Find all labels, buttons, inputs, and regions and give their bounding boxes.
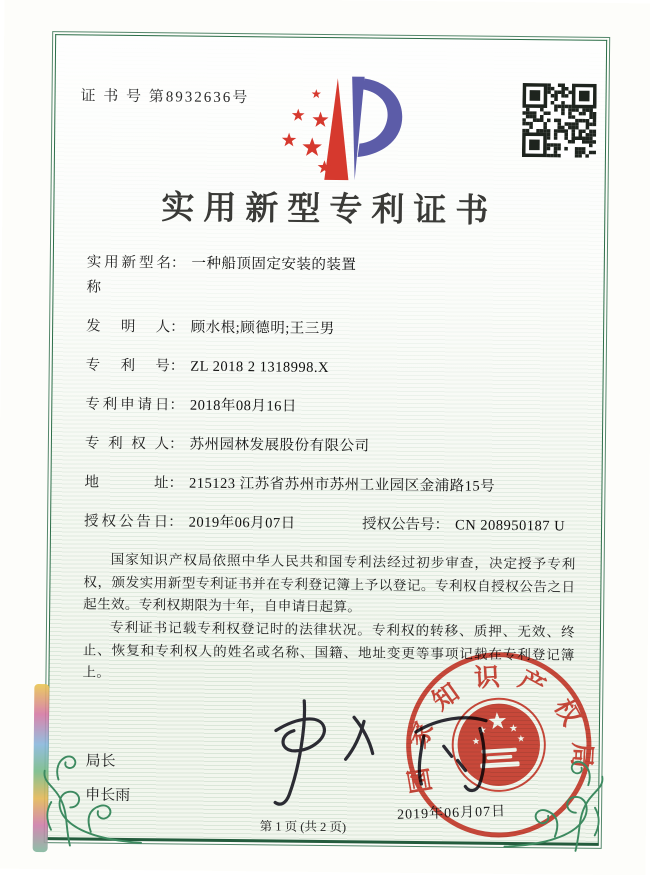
certificate-title: 实用新型专利证书 bbox=[51, 180, 607, 233]
field-value: ZL 2018 2 1318998.X bbox=[190, 355, 329, 381]
field-colon: ： bbox=[170, 315, 185, 340]
field-row bbox=[85, 431, 577, 461]
cnipa-logo-icon bbox=[270, 70, 407, 187]
field-label: 地址 bbox=[84, 470, 168, 496]
field-colon: ： bbox=[171, 251, 186, 276]
field-label: 专利权人 bbox=[85, 431, 169, 457]
legal-paragraph: 专利证书记载专利权登记时的法律状况。专利权的转移、质押、无效、终止、恢复和专利权人的姓名或名称、国籍、地址变更等事项记载在专利登记簿上。 bbox=[82, 616, 575, 689]
field-row bbox=[86, 250, 578, 305]
field-colon: ： bbox=[168, 510, 183, 535]
qr-code bbox=[522, 83, 597, 158]
field-row bbox=[86, 353, 578, 383]
field-row bbox=[84, 470, 576, 500]
corner-flourish-icon bbox=[503, 731, 608, 856]
field-label: 授权公告号 bbox=[362, 512, 435, 538]
page-number: 第 1 页 (共 2 页) bbox=[45, 814, 561, 837]
decorative-frame bbox=[44, 31, 610, 849]
field-colon: ： bbox=[169, 432, 184, 457]
seal-text: 国家知识产权局 bbox=[396, 657, 600, 796]
field-label: 专利号 bbox=[86, 353, 170, 379]
field-value: 苏州园林发展股份有限公司 bbox=[189, 433, 369, 460]
field-label: 实用新型名称 bbox=[86, 250, 171, 301]
field-value: 2019年06月07日 bbox=[189, 511, 296, 537]
field-label: 专利申请日 bbox=[85, 392, 169, 418]
director-title: 局长 bbox=[85, 745, 130, 779]
director-name: 申长雨 bbox=[85, 779, 130, 813]
field-colon: ： bbox=[168, 471, 183, 496]
corner-flourish-icon bbox=[39, 726, 144, 851]
seal-date: 2019年06月07日 bbox=[397, 798, 588, 824]
certificate-body bbox=[82, 250, 579, 689]
field-value: 215123 江苏省苏州市苏州工业园区金浦路15号 bbox=[189, 472, 495, 500]
field-label: 授权公告日 bbox=[84, 509, 168, 535]
certificate-number: 证 书 号 第8932636号 bbox=[80, 84, 249, 107]
legal-paragraph: 国家知识产权局依照中华人民共和国专利法经过初步审查，决定授予专利权，颁发实用新型专利证书并在专利登记簿上予以登记。专利权自授权公告之日起生效。专利权期限为十年，自申请日起算。 bbox=[83, 548, 576, 621]
field-row bbox=[85, 392, 577, 422]
field-value: 一种船顶固定安装的装置 bbox=[191, 252, 356, 279]
field-row bbox=[86, 314, 578, 344]
field-value: CN 208950187 U bbox=[455, 513, 565, 539]
field-value: 2018年08月16日 bbox=[190, 394, 297, 420]
field-colon: ： bbox=[169, 393, 184, 418]
field-colon: ： bbox=[170, 354, 185, 379]
field-value: 顾水根;顾德明;王三男 bbox=[191, 316, 335, 343]
field-row-double bbox=[84, 509, 576, 539]
field-colon: ： bbox=[434, 513, 449, 538]
field-label: 发明人 bbox=[86, 314, 170, 340]
